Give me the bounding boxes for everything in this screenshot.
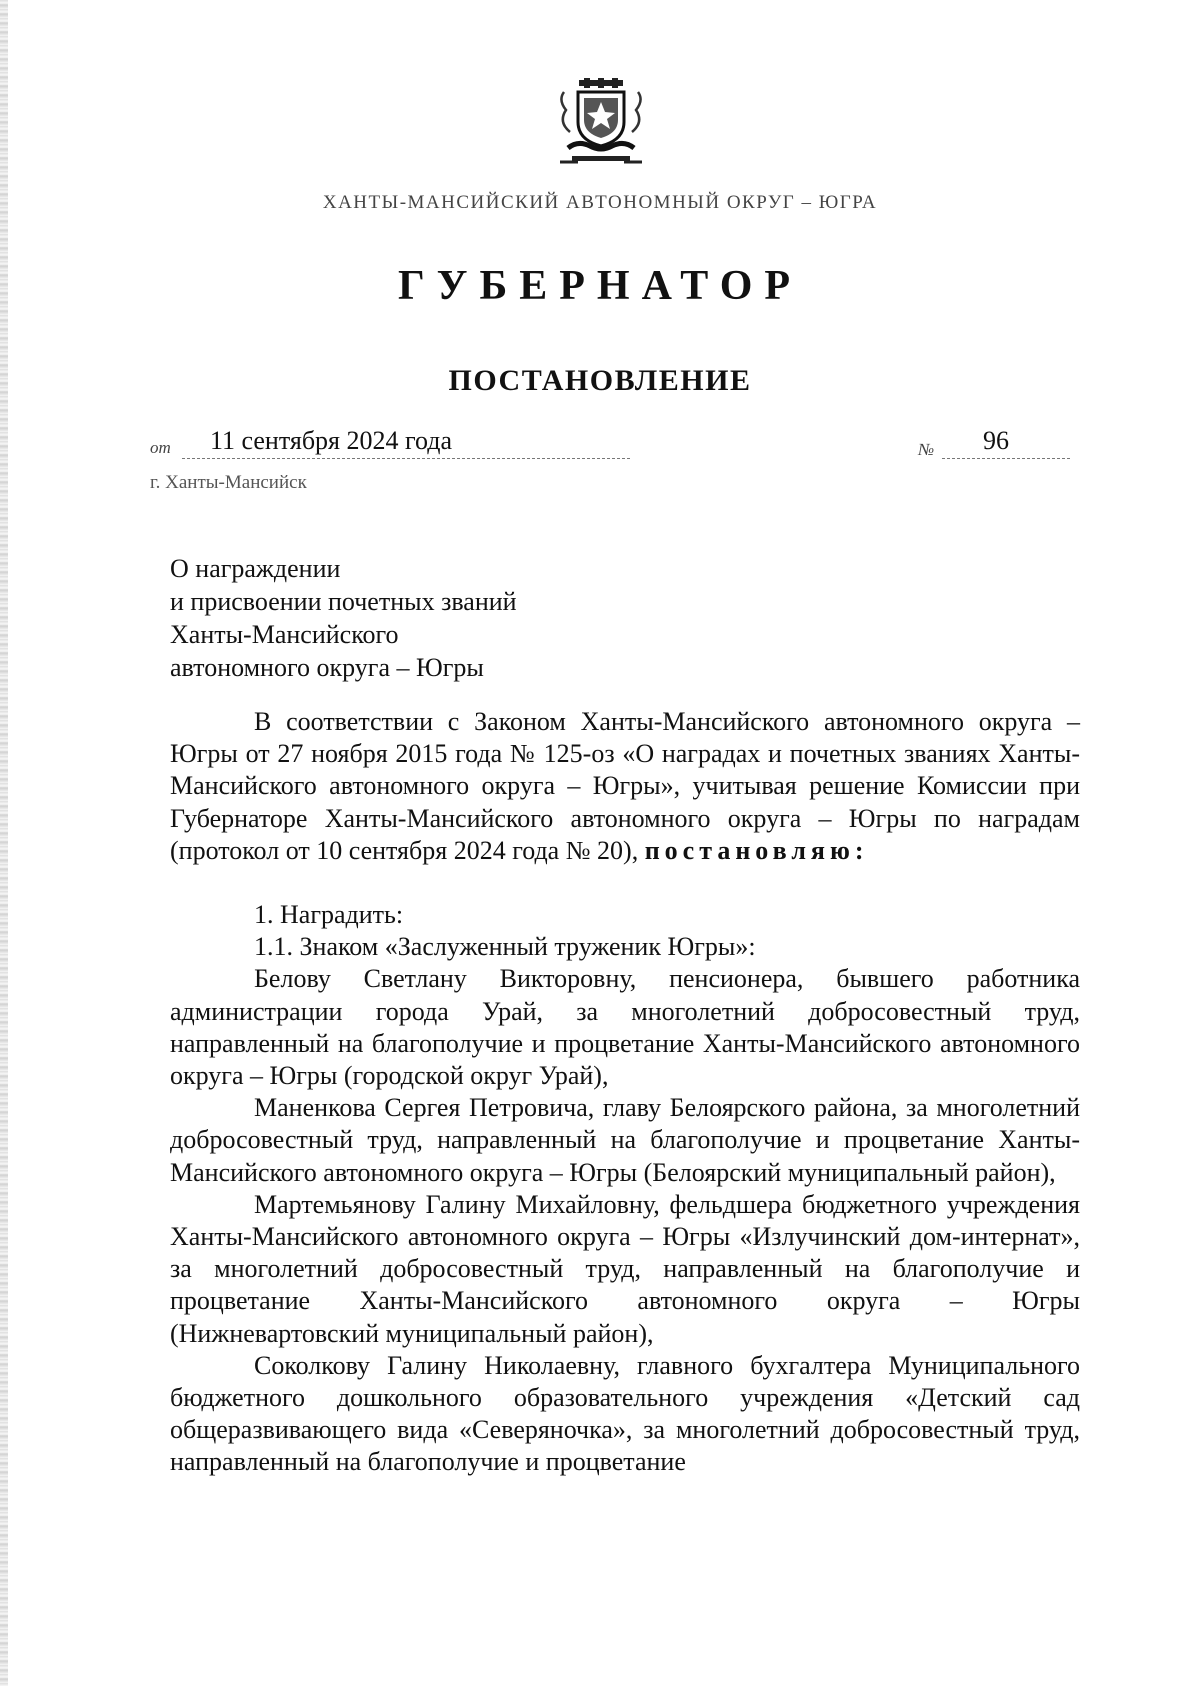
- awardee-paragraph: Мартемьянову Галину Михайловну, фельдшера бюджетного учреждения Ханты-Мансийского автономного округа – Югры «Излучинский дом-интернат», за многолетний добросовестный труд, направленный на благополучие и процветание Ханты-Мансийского автономного округа – Югры (Нижневартовский муниципальный район),: [170, 1189, 1080, 1348]
- subject-line: автономного округа – Югры: [170, 653, 484, 682]
- page-title: ГУБЕРНАТОР: [397, 263, 803, 309]
- date-number-row: [150, 424, 1070, 464]
- city: г. Ханты-Мансийск: [150, 472, 307, 493]
- subject-line: Ханты-Мансийского: [170, 620, 399, 649]
- awardee-paragraph: Белову Светлану Викторовну, пенсионера, бывшего работника администрации города Урай, за многолетний добросовестный труд, направленный на благополучие и процветание Ханты-Мансийского автономного округа – Югры (городской округ Урай),: [170, 964, 1080, 1091]
- scan-edge: [0, 0, 8, 1686]
- preamble-text: В соответствии с Законом Ханты-Мансийского автономного округа – Югры от 27 ноября 2015 года № 125-оз «О наградах и почетных званиях Ханты-Мансийского автономного округа – Югры», учитывая решение Комиссии при Губернаторе Ханты-Мансийского автономного округа – Югры по наградам (протокол от 10 сентября 2024 года № 20),: [170, 707, 1080, 865]
- item-1-1: 1.1. Знаком «Заслуженный труженик Югры»:: [254, 932, 756, 962]
- document-number: 96: [942, 424, 1070, 459]
- document-date: 11 сентября 2024 года: [182, 424, 630, 459]
- document-body: [170, 706, 1080, 1479]
- number-prefix: №: [918, 440, 935, 459]
- region-name: ХАНТЫ-МАНСИЙСКИЙ АВТОНОМНЫЙ ОКРУГ – ЮГРА: [322, 192, 878, 213]
- awardee-paragraph: Соколкову Галину Николаевну, главного бухгалтера Муниципального бюджетного дошкольного образовательного учреждения «Детский сад общеразвивающего вида «Северяночка», за многолетний добросовестный труд, направленный на благополучие и процветание: [170, 1350, 1080, 1477]
- document-subject: [170, 552, 517, 684]
- item-1: 1. Наградить:: [254, 900, 404, 930]
- subject-line: и присвоении почетных званий: [170, 587, 517, 616]
- date-prefix: от: [150, 438, 171, 457]
- preamble-paragraph: [170, 706, 1080, 867]
- coat-of-arms-icon: [554, 78, 648, 170]
- document-type: ПОСТАНОВЛЕНИЕ: [448, 364, 752, 397]
- resolve-word: постановляю:: [644, 835, 869, 865]
- awardee-paragraph: Маненкова Сергея Петровича, главу Белоярского района, за многолетний добросовестный труд, направленный на благополучие и процветание Ханты-Мансийского автономного округа – Югры (Белоярский муниципальный район),: [170, 1093, 1080, 1187]
- subject-line: О награждении: [170, 554, 341, 583]
